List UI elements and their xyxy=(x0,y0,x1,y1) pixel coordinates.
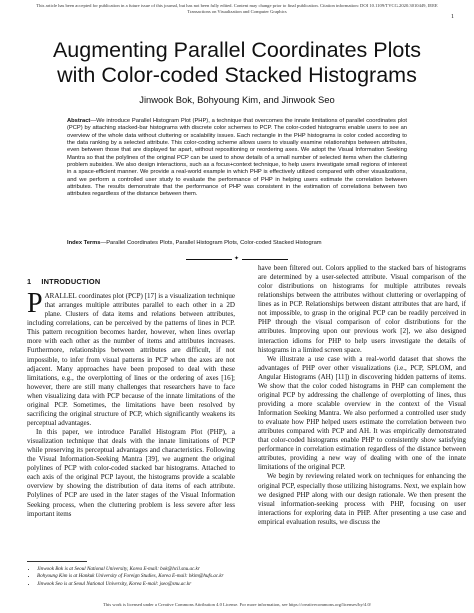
section-divider xyxy=(186,256,288,262)
right-paragraph-1: have been filtered out. Colors applied to the stacked bars of histograms are determined by a user-selected attribute. Visual comparison of the color distributions on histograms for multiple attributes reveals relationships between the attributes without cluttering or overlapping of lines as in PCP. Relationships between distant attributes that are hard, if not impossible, to grasp in the original PCP can be readily perceived in PHP through the visual comparison of color distributions for the attributes. Improving upon our previous work [2], we also designed interaction idioms for PHP to help users investigate the details of histograms in a limited screen space. xyxy=(258,264,466,354)
publication-note-line2: Transactions on Visualization and Computer Graphics xyxy=(187,8,287,14)
paper-title-line2: with Color-coded Stacked Histograms xyxy=(57,63,417,87)
index-terms-label: Index Terms xyxy=(67,240,101,246)
divider-line-left xyxy=(186,259,232,260)
section-heading xyxy=(27,277,235,286)
abstract-label: Abstract xyxy=(67,118,91,124)
divider-line-right xyxy=(242,259,288,260)
section-title: INTRODUCTION xyxy=(41,277,101,286)
left-column xyxy=(27,277,235,519)
paper-title xyxy=(20,38,454,88)
abstract xyxy=(67,118,407,199)
footnote-rule xyxy=(27,561,87,562)
divider-diamond-icon: ✦ xyxy=(234,256,240,262)
index-terms-text: —Parallel Coordinates Plots, Parallel Histogram Plots, Color-coded Stacked Histogram xyxy=(100,240,322,246)
publication-note-line1: This article has been accepted for publication in a future issue of this journal, but has not been fully edited. Content may change prior to final publication. Citation information: DOI 10.1109/TVCG.2020.3010449, IEEE xyxy=(36,3,438,8)
footnote-item: • Jinwook Bok is at Seoul National University, Korea E-mail: bok@hcil.snu.ac.kr xyxy=(37,566,235,572)
section-number: 1 xyxy=(27,277,32,286)
intro-paragraph-1-text: coordinates plot (PCP) [17] is a visualization technique that arranges multiple attributes parallel to each other in a 2D plane. Clusters of data items and relations between attributes, including correlations, can be perceived by the patterns of lines in PCP. This pattern recognition becomes harder, however, when lines overlap more with each other as the number of items and attributes increases. Furthermore, relationships between attributes are difficult, if not impossible, to infer from visual patterns in PCP when the axes are not adjacent. Many approaches have been proposed to deal with these limitations, e.g., the overplotting of lines or the ordering of axes [16]; however, there are still many challenges that researchers have to face when visualizing data with PCP because of the innate limitations of the original PCP. Sometimes, the limitations have been resolved by sacrificing the original structure of PCP, which significantly weakens its perceptual advantages. xyxy=(27,292,235,427)
paper-title-line1: Augmenting Parallel Coordinates Plots xyxy=(52,38,422,62)
right-column xyxy=(258,264,466,527)
right-paragraph-3: We begin by reviewing related work on techniques for enhancing the original PCP, especially those utilizing histograms. Next, we explain how we designed PHP along with our design rationale. We then present the visual information-seeking process with PHP, focusing on user interactions for exploring data in PHP. After presenting a use case and empirical evaluation results, we discuss the xyxy=(258,472,466,526)
page-number: 1 xyxy=(451,14,454,20)
first-word-rest: ARALLEL xyxy=(44,292,77,301)
dropcap-letter: P xyxy=(27,288,43,320)
author-list: Jinwook Bok, Bohyoung Kim, and Jinwook Seo xyxy=(139,94,335,105)
publication-note xyxy=(10,3,464,14)
footnote-item: • Bohyoung Kim is at Hankuk University of Foreign Studies, Korea E-mail: bkim@hufs.ac.kr xyxy=(37,573,235,579)
right-paragraph-2: We illustrate a use case with a real-world dataset that shows the advantages of PHP over other visualizations (i.e., PCP, SPLOM, and Angular Histograms (AH) [11]) in discovering hidden patterns of items. We show that the color coded histograms in PHP can complement the original PCP by addressing the challenge of overplotting of lines, thus providing a more scalable overview in the context of the Visual Information Seeking Mantra. We also performed a controlled user study to evaluate how PHP helped users estimate the correlation between two attributes compared with PCP and AH. It was empirically demonstrated that color-coded histograms enable PHP to consistently show satisfying performance in correlation estimation regardless of the distance between attributes, providing a new way of dealing with one of the innate limitations of the original PCP. xyxy=(258,354,466,472)
footnote-item: • Jinwook Seo is at Seoul National University, Korea E-mail: jseo@snu.ac.kr xyxy=(37,581,235,587)
intro-paragraph-2: In this paper, we introduce Parallel Histogram Plot (PHP), a visualization technique that deals with the innate limitations of PCP while preserving its perceptual advantages and characteristics. Following the Visual Information-Seeking Mantra [39], we augment the original polylines of PCP with color-coded stacked bar histograms. Attached to each axis of the original PCP layout, the histograms provide a scalable overview by showing the distribution of data items of each attribute. Polylines of PCP are used in the later stages of the Visual Information Seeking process, when the cluttering problem is less severe after less important items xyxy=(27,428,235,518)
intro-paragraph-1 xyxy=(27,288,235,428)
abstract-text: —We introduce Parallel Histogram Plot (PHP), a technique that overcomes the innate limitations of parallel coordinates plot (PCP) by attaching stacked-bar histograms with discrete color schemes to PCP. The color-coded histograms enable users to see an overview of the whole data without cluttering or scalability issues. Each rectangle in the PHP histograms is color coded according to the data ranking by a selected attribute. This color-coding scheme allows users to visually examine relationships between attributes, even between those that are displayed far apart, without repositioning or reordering axes. We adopt the Visual Information Seeking Mantra so that the polylines of the original PCP can be used to show details of a small number of selected items when the cluttering problem subsides. We also design interactions, such as a focus+context technique, to help users investigate small regions of interest in a space-efficient manner. We provide a real-world example in which PHP is effectively utilized compared with other visualizations, and we perform a controlled user study to evaluate the performance of PHP in helping users estimate the correlation between attributes. The results demonstrate that the performance of PHP was consistent in the estimation of correlations between two attributes regardless of the distance between them. xyxy=(67,118,407,198)
author-footnotes xyxy=(27,566,235,588)
index-terms xyxy=(67,240,407,247)
license-footer: This work is licensed under a Creative Commons Attribution 4.0 License. For more information, see https://creativecommons.org/licenses/by/4.0/ xyxy=(102,602,372,607)
